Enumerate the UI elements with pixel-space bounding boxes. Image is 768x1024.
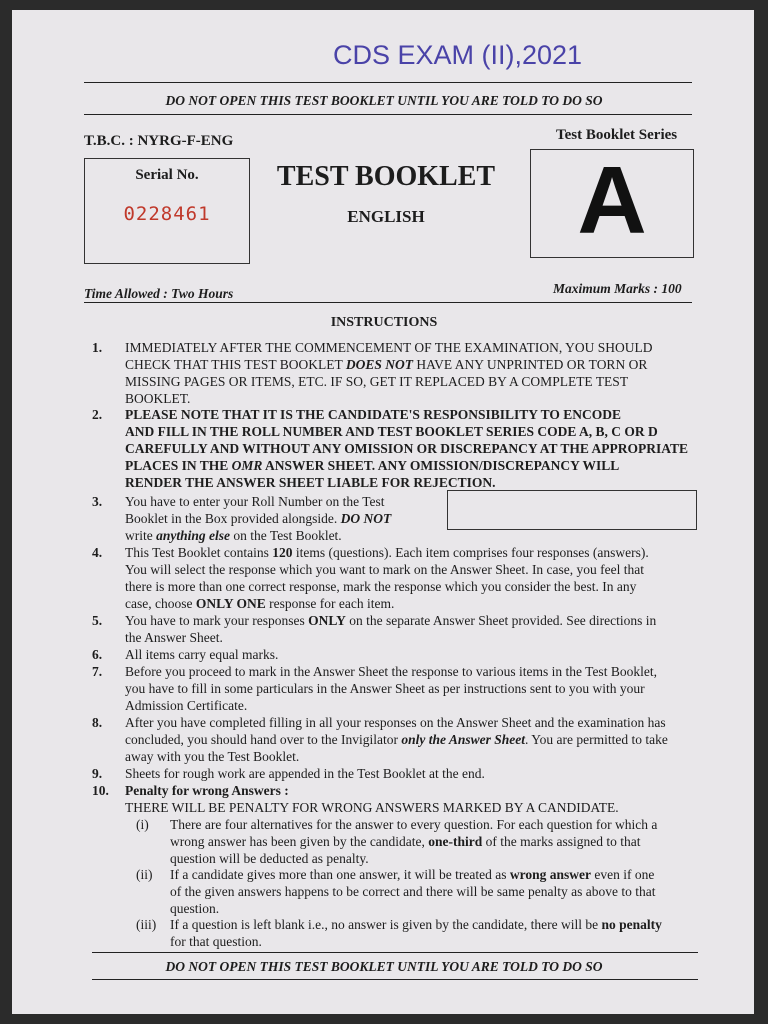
instruction-line: write anything else on the Test Booklet. (125, 528, 342, 543)
instructions-heading: INSTRUCTIONS (330, 315, 438, 330)
series-box (530, 149, 694, 258)
instruction-line: THERE WILL BE PENALTY FOR WRONG ANSWERS MARKED BY A CANDIDATE. (125, 800, 619, 815)
serial-label: Serial No. (135, 167, 199, 183)
series-letter: A (577, 147, 647, 254)
booklet-title: TEST BOOKLET (276, 161, 496, 192)
instruction-number: 1. (92, 340, 103, 355)
penalty-line: wrong answer has been given by the candidate, one-third of the marks assigned to that (170, 834, 641, 849)
instruction-number: 5. (92, 613, 103, 628)
booklet-subject: ENGLISH (347, 207, 425, 226)
penalty-line: If a question is left blank i.e., no answer is given by the candidate, there will be no penalty (170, 917, 662, 932)
instruction-number: 9. (92, 766, 103, 781)
instruction-line: MISSING PAGES OR ITEMS, ETC. IF SO, GET IT REPLACED BY A COMPLETE TEST (125, 374, 629, 389)
instruction-number: 10. (92, 783, 109, 798)
instruction-line: You will select the response which you want to mark on the Answer Sheet. In case, you feel that (125, 562, 645, 577)
penalty-line: If a candidate gives more than one answer, it will be treated as wrong answer even if one (170, 867, 655, 882)
instruction-number: 7. (92, 664, 103, 679)
roll-number-box[interactable] (447, 490, 697, 530)
penalty-line: of the given answers happens to be correct and there will be same penalty as above to that (170, 884, 656, 899)
divider (84, 302, 692, 303)
instruction-line: This Test Booklet contains 120 items (questions). Each item comprises four responses (answers). (125, 545, 649, 560)
instruction-line: CHECK THAT THIS TEST BOOKLET DOES NOT HAVE ANY UNPRINTED OR TORN OR (125, 357, 648, 372)
exam-stamp: CDS EXAM (II),2021 (333, 40, 583, 70)
instruction-line: BOOKLET. (125, 391, 191, 406)
divider (92, 952, 698, 953)
instruction-line: IMMEDIATELY AFTER THE COMMENCEMENT OF THE EXAMINATION, YOU SHOULD (125, 340, 653, 355)
instruction-line: you have to fill in some particulars in the Answer Sheet as per instructions sent to you with your (125, 681, 645, 696)
instruction-line: Admission Certificate. (125, 698, 248, 713)
instruction-line: You have to enter your Roll Number on the Test (125, 494, 385, 509)
instruction-line: PLACES IN THE OMR ANSWER SHEET. ANY OMISSION/DISCREPANCY WILL (125, 458, 620, 473)
divider (84, 82, 692, 83)
instruction-line: there is more than one correct response, mark the response which you consider the best. In any (125, 579, 637, 594)
instruction-line: PLEASE NOTE THAT IT IS THE CANDIDATE'S RESPONSIBILITY TO ENCODE (125, 407, 622, 422)
instruction-number: 4. (92, 545, 103, 560)
instruction-line: Booklet in the Box provided alongside. DO NOT (125, 511, 392, 526)
instruction-number: 6. (92, 647, 103, 662)
divider (92, 979, 698, 980)
instruction-line: away with you the Test Booklet. (125, 749, 300, 764)
penalty-line: for that question. (170, 934, 262, 949)
instruction-line: Before you proceed to mark in the Answer Sheet the response to various items in the Test Booklet, (125, 664, 657, 679)
penalty-line: There are four alternatives for the answer to every question. For each question for which a (170, 817, 658, 832)
warning-bottom: DO NOT OPEN THIS TEST BOOKLET UNTIL YOU ARE TOLD TO DO SO (165, 959, 603, 974)
divider (84, 114, 692, 115)
instruction-line: RENDER THE ANSWER SHEET LIABLE FOR REJECTION. (125, 475, 496, 490)
warning-top: DO NOT OPEN THIS TEST BOOKLET UNTIL YOU ARE TOLD TO DO SO (165, 93, 603, 108)
tbc-code: T.B.C. : NYRG-F-ENG (84, 133, 234, 149)
instruction-number: 3. (92, 494, 103, 509)
maximum-marks: Maximum Marks : 100 (553, 281, 682, 296)
instruction-line: the Answer Sheet. (125, 630, 223, 645)
instruction-number: 8. (92, 715, 103, 730)
instruction-line: case, choose ONLY ONE response for each item. (125, 596, 395, 611)
series-label: Test Booklet Series (556, 127, 678, 143)
instruction-line: You have to mark your responses ONLY on the separate Answer Sheet provided. See directions in (125, 613, 657, 628)
penalty-line: question. (170, 901, 220, 916)
time-allowed: Time Allowed : Two Hours (84, 286, 234, 301)
penalty-heading: Penalty for wrong Answers : (125, 783, 289, 798)
penalty-number: (iii) (136, 917, 157, 932)
instruction-line: Sheets for rough work are appended in the Test Booklet at the end. (125, 766, 485, 781)
instruction-line: AND FILL IN THE ROLL NUMBER AND TEST BOOKLET SERIES CODE A, B, C OR D (125, 424, 658, 439)
instruction-line: CAREFULLY AND WITHOUT ANY OMISSION OR DISCREPANCY AT THE APPROPRIATE (125, 441, 688, 456)
instruction-line: All items carry equal marks. (125, 647, 279, 662)
penalty-line: question will be deducted as penalty. (170, 851, 369, 866)
serial-box (84, 158, 250, 264)
instruction-line: After you have completed filling in all your responses on the Answer Sheet and the examination has (125, 715, 666, 730)
penalty-number: (i) (136, 817, 149, 832)
serial-number: 0228461 (123, 203, 211, 225)
penalty-number: (ii) (136, 867, 153, 882)
instruction-line: concluded, you should hand over to the Invigilator only the Answer Sheet. You are permitted to take (125, 732, 668, 747)
instruction-number: 2. (92, 407, 103, 422)
